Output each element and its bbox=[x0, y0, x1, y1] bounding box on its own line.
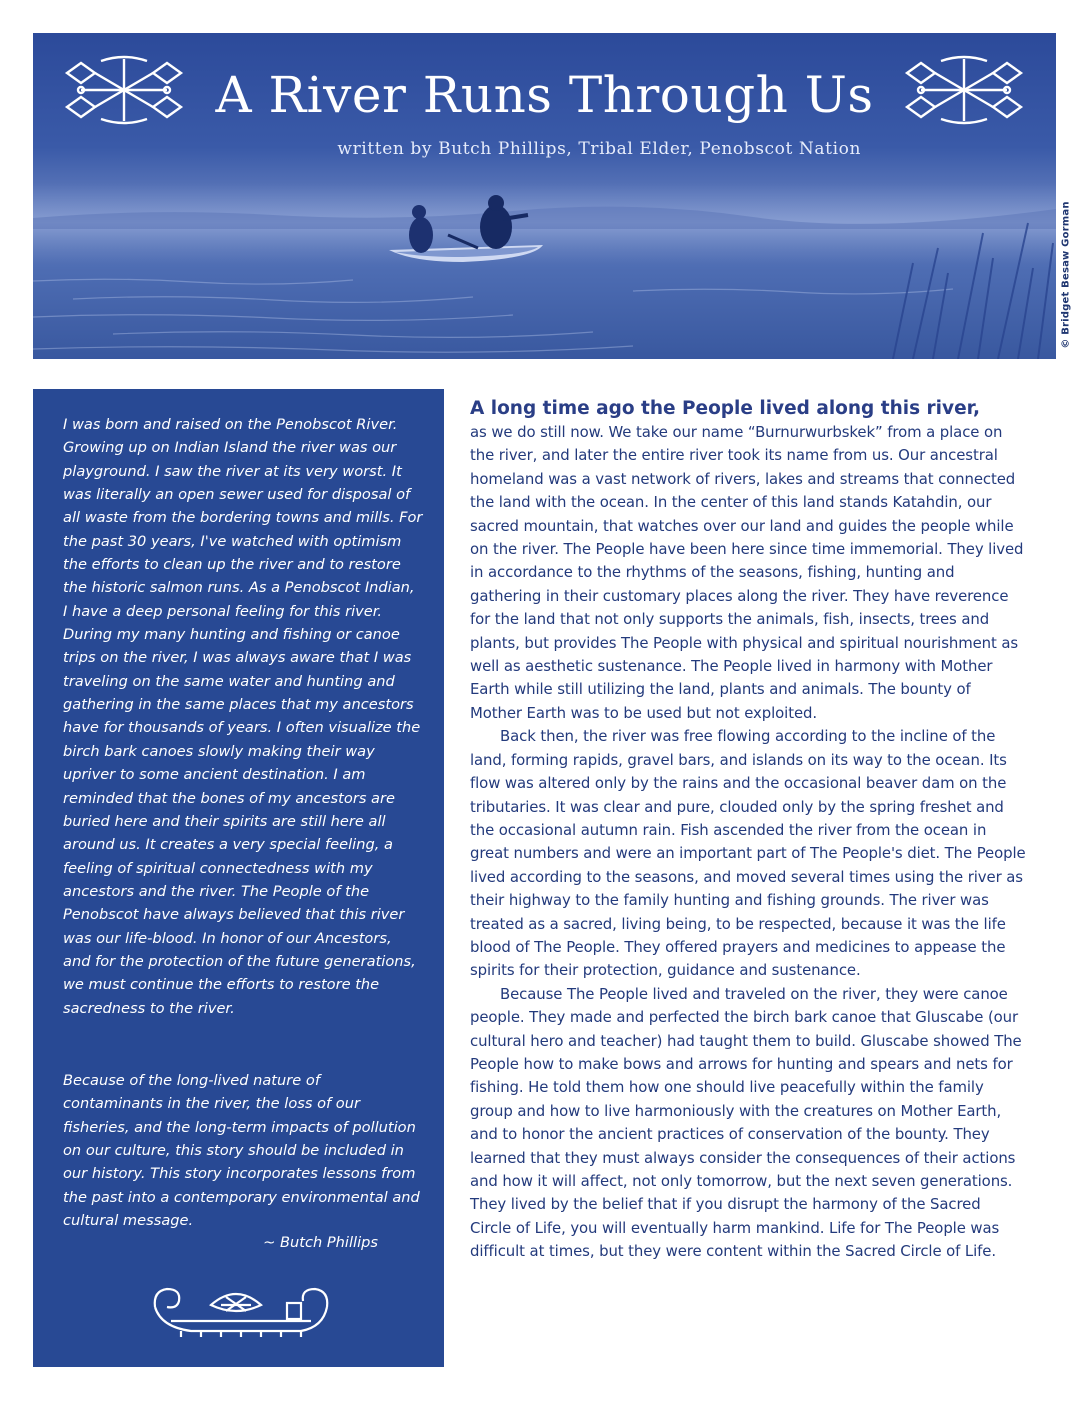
author-signature: ~ Butch Phillips bbox=[263, 1234, 378, 1251]
article-body bbox=[470, 397, 1026, 1264]
article-paragraph-2: Back then, the river was free flowing according to the incline of the land, forming rapids, gravel bars, and islands on its way to the ocean. Its flow was altered only by the rains and the occasional beaver dam on the tributaries. It was clear and pure, clouded only by the spring freshet and the occasional autumn rain. Fish ascended the river from the ocean in great numbers and were an important part of The People's diet. The People lived according to the seasons, and moved several times using the river as their highway to the family hunting and fishing grounds. The river was treated as a sacred, living being, to be respected, because it was the life blood of The People. They offered prayers and medicines to appease the spirits for their protection, guidance and sustenance. bbox=[470, 727, 1026, 980]
sidebar-paragraph-2: Because of the long-lived nature of contaminants in the river, the loss of our fisheries, and the long-term impacts of pollution on our culture, this story should be included in our history. This story incorporates lessons from the past into a contemporary environmental and cultural message. bbox=[63, 1072, 420, 1230]
canoe-icon bbox=[151, 1277, 331, 1339]
article-paragraph-1: as we do still now. We take our name “Burnurwurbskek” from a place on the river, and later the entire river took its name from us. Our ancestral homeland was a vast network of rivers, lakes and streams that connected the land with the ocean. In the center of this land stands Katahdin, our sacred mountain, that watches over our land and guides the people while on the river. The People have been here since time immemorial. They lived in accordance to the rhythms of the seasons, fishing, hunting and gathering in their customary places along the river. They have reverence for the land that not only supports the animals, fish, insects, trees and plants, but provides The People with physical and spiritual nourishment as well as aesthetic sustenance. The People lived in harmony with Mother Earth while still utilizing the land, plants and animals. The bounty of Mother Earth was to be used but not exploited. bbox=[470, 423, 1024, 722]
page-title: A River Runs Through Us bbox=[215, 66, 874, 124]
article-paragraph-3: Because The People lived and traveled on the river, they were canoe people. They made and perfected the birch bark canoe that Gluscabe (our cultural hero and teacher) had taught them to build. Gluscabe showed The People how to make bows and arrows for hunting and spears and nets for fishing. He told them how one should live peacefully within the family group and how to live harmoniously with the creatures on Mother Earth, and to honor the ancient practices of conservation of the bounty. They learned that they must always consider the consequences of their actions and how it will affect, not only tomorrow, but the next seven generations. They lived by the belief that if you disrupt the harmony of the Sacred Circle of Life, you will eventually harm mankind. Life for The People was difficult at times, but they were content within the Sacred Circle of Life. bbox=[470, 984, 1022, 1261]
byline: written by Butch Phillips, Tribal Elder, Penobscot Nation bbox=[337, 139, 861, 159]
header-banner bbox=[33, 33, 1056, 359]
photo-credit-text: © Bridget Besaw Gorman bbox=[1060, 201, 1072, 349]
article-lead: A long time ago the People lived along this river, bbox=[470, 398, 981, 419]
sidebar-paragraph-1: I was born and raised on the Penobscot River. Growing up on Indian Island the river was our playground. I saw the river at its very worst. It was literally an open sewer used for disposal of all waste from the bordering towns and mills. For the past 30 years, I've watched with optimism the efforts to clean up the river and to restore the historic salmon runs. As a Penobscot Indian, I have a deep personal feeling for this river. During my many hunting and fishing or canoe trips on the river, I was always aware that I was traveling on the same water and hunting and gathering in the same places that my ancestors have for thousands of years. I often visualize the birch bark canoes slowly making their way upriver to some ancient destination. I am reminded that the bones of my ancestors are buried here and their spirits are still here all around us. It creates a very special feeling, a feeling of spiritual connectedness with my ancestors and the river. The People of the Penobscot have always believed that this river was our life-blood. In honor of our Ancestors, and for the protection of the future generations, we must continue the efforts to restore the sacredness to the river. bbox=[63, 416, 423, 1017]
photo-credit bbox=[1056, 200, 1076, 360]
author-sidebar bbox=[33, 389, 444, 1367]
